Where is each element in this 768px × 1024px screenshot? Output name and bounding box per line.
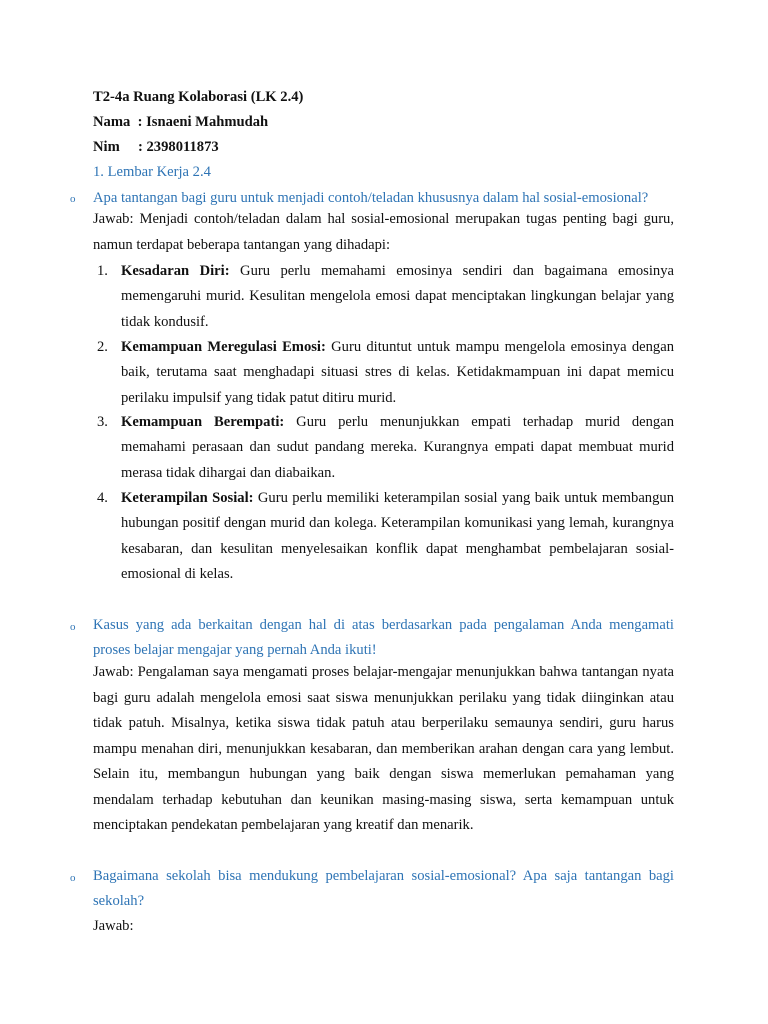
document-title: T2-4a Ruang Kolaborasi (LK 2.4) [93, 89, 304, 105]
list-number: 3. [97, 414, 108, 430]
list-item-text: Guru dituntut untuk mampu mengelola emosinya dengan baik, terutama saat menghadapi situasi stres di kelas. Ketidakmampuan ini dapat memicu perilaku impulsif yang tidak patut ditiru murid. [121, 339, 675, 406]
bullet-icon: o [70, 193, 76, 205]
question-3: Bagaimana sekolah bisa mendukung pembelajaran sosial-emosional? Apa saja tantangan bagi sekolah? [93, 868, 674, 909]
list-item-body [121, 259, 674, 335]
list-item-term: Kemampuan Meregulasi Emosi: [121, 339, 326, 355]
list-item-body [121, 486, 674, 587]
list-number: 2. [97, 339, 108, 355]
list-item-term: Keterampilan Sosial: [121, 490, 254, 506]
student-nim: Nim : 2398011873 [93, 139, 219, 155]
answer-3: Jawab: [93, 918, 134, 934]
question-1: Apa tantangan bagi guru untuk menjadi contoh/teladan khususnya dalam hal sosial-emosional? [93, 190, 649, 206]
list-item-text: Guru perlu memahami emosinya sendiri dan bagaimana emosinya memengaruhi murid. Kesulitan mengelola emosi dapat menciptakan lingkungan belajar yang tidak kondusif. [121, 263, 674, 330]
answer-2: Jawab: Pengalaman saya mengamati proses belajar-mengajar menunjukkan bahwa tantangan nyata bagi guru adalah mengelola emosi saat siswa menunjukkan perilaku yang tidak diinginkan atau tidak patuh. Misalnya, ketika siswa tidak patuh atau berperilaku semaunya sendiri, guru harus mampu menahan diri, menunjukkan kesabaran, dan memberikan arahan dengan cara yang lembut. Selain itu, membangun hubungan yang baik dengan siswa memerlukan pemahaman yang mendalam terhadap kebutuhan dan keunikan masing-masing siswa, serta kemampuan untuk menciptakan pendekatan pembelajaran yang kreatif dan menarik. [93, 664, 674, 833]
list-item-text: Guru perlu memiliki keterampilan sosial yang baik untuk membangun hubungan positif dengan murid dan kolega. Keterampilan komunikasi yang lemah, kurangnya kesabaran, dan kesulitan menyelesaikan konflik dapat menghambat pembelajaran sosial-emosional di kelas. [121, 490, 674, 582]
answer-1-intro: Jawab: Menjadi contoh/teladan dalam hal sosial-emosional merupakan tugas penting bagi guru, namun terdapat beberapa tantangan yang dihadapi: [93, 211, 674, 253]
list-item-text: Guru perlu menunjukkan empati terhadap murid dengan memahami perasaan dan sudut pandang mereka. Kurangnya empati dapat membuat murid merasa tidak dihargai dan diabaikan. [121, 414, 674, 481]
list-item-body [121, 410, 674, 486]
list-item-term: Kemampuan Berempati: [121, 414, 285, 430]
list-item-body [121, 335, 674, 411]
list-number: 1. [97, 263, 108, 279]
question-2: Kasus yang ada berkaitan dengan hal di atas berdasarkan pada pengalaman Anda mengamati proses belajar mengajar yang pernah Anda ikuti! [93, 617, 674, 658]
section-title: 1. Lembar Kerja 2.4 [93, 164, 211, 180]
list-number: 4. [97, 490, 108, 506]
bullet-icon: o [70, 621, 76, 633]
bullet-icon: o [70, 872, 76, 884]
student-name: Nama : Isnaeni Mahmudah [93, 114, 269, 130]
list-item-term: Kesadaran Diri: [121, 263, 230, 279]
